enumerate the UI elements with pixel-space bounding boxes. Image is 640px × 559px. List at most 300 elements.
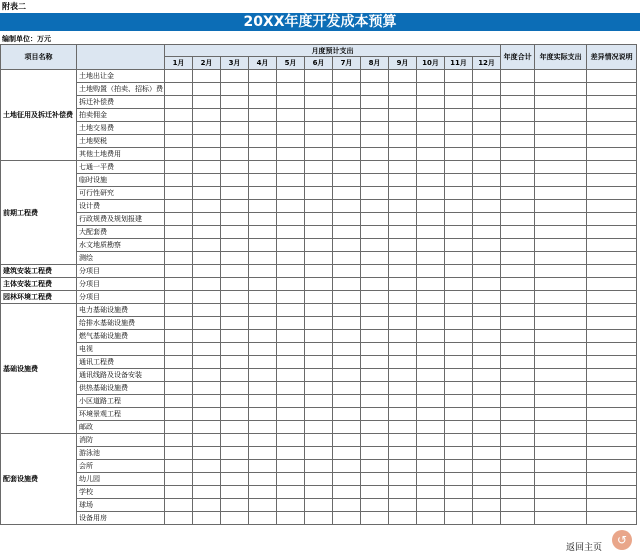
value-cell[interactable] xyxy=(473,330,501,343)
value-cell[interactable] xyxy=(305,304,333,317)
value-cell[interactable] xyxy=(501,460,535,473)
value-cell[interactable] xyxy=(249,447,277,460)
value-cell[interactable] xyxy=(221,486,249,499)
value-cell[interactable] xyxy=(249,213,277,226)
value-cell[interactable] xyxy=(445,330,473,343)
value-cell[interactable] xyxy=(165,460,193,473)
value-cell[interactable] xyxy=(193,512,221,525)
value-cell[interactable] xyxy=(417,343,445,356)
value-cell[interactable] xyxy=(587,395,637,408)
value-cell[interactable] xyxy=(587,226,637,239)
value-cell[interactable] xyxy=(417,382,445,395)
value-cell[interactable] xyxy=(277,395,305,408)
value-cell[interactable] xyxy=(333,200,361,213)
value-cell[interactable] xyxy=(305,343,333,356)
value-cell[interactable] xyxy=(305,499,333,512)
value-cell[interactable] xyxy=(473,265,501,278)
value-cell[interactable] xyxy=(501,330,535,343)
value-cell[interactable] xyxy=(221,265,249,278)
value-cell[interactable] xyxy=(587,343,637,356)
value-cell[interactable] xyxy=(277,473,305,486)
value-cell[interactable] xyxy=(473,278,501,291)
value-cell[interactable] xyxy=(587,252,637,265)
value-cell[interactable] xyxy=(305,96,333,109)
value-cell[interactable] xyxy=(587,122,637,135)
value-cell[interactable] xyxy=(501,148,535,161)
value-cell[interactable] xyxy=(333,330,361,343)
value-cell[interactable] xyxy=(587,161,637,174)
value-cell[interactable] xyxy=(193,135,221,148)
value-cell[interactable] xyxy=(417,330,445,343)
value-cell[interactable] xyxy=(417,395,445,408)
value-cell[interactable] xyxy=(587,291,637,304)
value-cell[interactable] xyxy=(361,174,389,187)
value-cell[interactable] xyxy=(165,239,193,252)
value-cell[interactable] xyxy=(473,434,501,447)
value-cell[interactable] xyxy=(445,70,473,83)
value-cell[interactable] xyxy=(305,135,333,148)
value-cell[interactable] xyxy=(587,213,637,226)
value-cell[interactable] xyxy=(501,278,535,291)
value-cell[interactable] xyxy=(361,291,389,304)
value-cell[interactable] xyxy=(389,395,417,408)
value-cell[interactable] xyxy=(501,174,535,187)
value-cell[interactable] xyxy=(277,239,305,252)
value-cell[interactable] xyxy=(193,304,221,317)
value-cell[interactable] xyxy=(333,96,361,109)
value-cell[interactable] xyxy=(535,382,587,395)
value-cell[interactable] xyxy=(277,421,305,434)
value-cell[interactable] xyxy=(417,213,445,226)
value-cell[interactable] xyxy=(389,408,417,421)
value-cell[interactable] xyxy=(221,239,249,252)
value-cell[interactable] xyxy=(389,330,417,343)
value-cell[interactable] xyxy=(333,252,361,265)
value-cell[interactable] xyxy=(249,148,277,161)
value-cell[interactable] xyxy=(587,83,637,96)
value-cell[interactable] xyxy=(389,70,417,83)
value-cell[interactable] xyxy=(389,213,417,226)
value-cell[interactable] xyxy=(277,278,305,291)
value-cell[interactable] xyxy=(389,486,417,499)
value-cell[interactable] xyxy=(165,161,193,174)
value-cell[interactable] xyxy=(417,70,445,83)
value-cell[interactable] xyxy=(445,109,473,122)
value-cell[interactable] xyxy=(501,109,535,122)
value-cell[interactable] xyxy=(305,174,333,187)
value-cell[interactable] xyxy=(535,460,587,473)
value-cell[interactable] xyxy=(389,148,417,161)
value-cell[interactable] xyxy=(333,369,361,382)
value-cell[interactable] xyxy=(417,122,445,135)
value-cell[interactable] xyxy=(445,317,473,330)
value-cell[interactable] xyxy=(277,109,305,122)
value-cell[interactable] xyxy=(221,369,249,382)
value-cell[interactable] xyxy=(333,226,361,239)
value-cell[interactable] xyxy=(535,174,587,187)
value-cell[interactable] xyxy=(361,213,389,226)
back-arrow-icon[interactable]: ↺ xyxy=(612,530,632,550)
value-cell[interactable] xyxy=(277,512,305,525)
value-cell[interactable] xyxy=(389,382,417,395)
value-cell[interactable] xyxy=(165,473,193,486)
value-cell[interactable] xyxy=(535,122,587,135)
value-cell[interactable] xyxy=(361,369,389,382)
value-cell[interactable] xyxy=(587,486,637,499)
value-cell[interactable] xyxy=(535,96,587,109)
value-cell[interactable] xyxy=(249,83,277,96)
value-cell[interactable] xyxy=(249,252,277,265)
value-cell[interactable] xyxy=(193,460,221,473)
value-cell[interactable] xyxy=(445,460,473,473)
value-cell[interactable] xyxy=(417,265,445,278)
value-cell[interactable] xyxy=(193,356,221,369)
value-cell[interactable] xyxy=(165,278,193,291)
value-cell[interactable] xyxy=(165,252,193,265)
value-cell[interactable] xyxy=(333,265,361,278)
value-cell[interactable] xyxy=(417,486,445,499)
value-cell[interactable] xyxy=(445,486,473,499)
value-cell[interactable] xyxy=(193,226,221,239)
value-cell[interactable] xyxy=(333,213,361,226)
value-cell[interactable] xyxy=(535,135,587,148)
value-cell[interactable] xyxy=(473,70,501,83)
value-cell[interactable] xyxy=(277,122,305,135)
value-cell[interactable] xyxy=(445,473,473,486)
value-cell[interactable] xyxy=(473,291,501,304)
value-cell[interactable] xyxy=(473,421,501,434)
value-cell[interactable] xyxy=(333,135,361,148)
value-cell[interactable] xyxy=(445,369,473,382)
value-cell[interactable] xyxy=(221,83,249,96)
value-cell[interactable] xyxy=(333,434,361,447)
value-cell[interactable] xyxy=(305,291,333,304)
value-cell[interactable] xyxy=(249,291,277,304)
value-cell[interactable] xyxy=(221,356,249,369)
value-cell[interactable] xyxy=(165,343,193,356)
value-cell[interactable] xyxy=(535,70,587,83)
value-cell[interactable] xyxy=(277,317,305,330)
value-cell[interactable] xyxy=(535,434,587,447)
value-cell[interactable] xyxy=(445,96,473,109)
value-cell[interactable] xyxy=(361,395,389,408)
value-cell[interactable] xyxy=(361,460,389,473)
value-cell[interactable] xyxy=(277,148,305,161)
value-cell[interactable] xyxy=(305,122,333,135)
value-cell[interactable] xyxy=(535,356,587,369)
value-cell[interactable] xyxy=(389,109,417,122)
value-cell[interactable] xyxy=(389,356,417,369)
value-cell[interactable] xyxy=(193,369,221,382)
value-cell[interactable] xyxy=(501,369,535,382)
value-cell[interactable] xyxy=(277,174,305,187)
value-cell[interactable] xyxy=(417,369,445,382)
value-cell[interactable] xyxy=(361,343,389,356)
value-cell[interactable] xyxy=(473,304,501,317)
value-cell[interactable] xyxy=(501,135,535,148)
value-cell[interactable] xyxy=(535,343,587,356)
value-cell[interactable] xyxy=(445,213,473,226)
value-cell[interactable] xyxy=(193,83,221,96)
value-cell[interactable] xyxy=(473,486,501,499)
value-cell[interactable] xyxy=(535,200,587,213)
value-cell[interactable] xyxy=(249,96,277,109)
value-cell[interactable] xyxy=(165,395,193,408)
value-cell[interactable] xyxy=(249,304,277,317)
value-cell[interactable] xyxy=(221,499,249,512)
value-cell[interactable] xyxy=(221,330,249,343)
value-cell[interactable] xyxy=(535,395,587,408)
value-cell[interactable] xyxy=(473,408,501,421)
value-cell[interactable] xyxy=(193,317,221,330)
value-cell[interactable] xyxy=(333,187,361,200)
value-cell[interactable] xyxy=(587,434,637,447)
value-cell[interactable] xyxy=(249,473,277,486)
value-cell[interactable] xyxy=(417,239,445,252)
value-cell[interactable] xyxy=(193,421,221,434)
value-cell[interactable] xyxy=(535,447,587,460)
value-cell[interactable] xyxy=(193,200,221,213)
value-cell[interactable] xyxy=(221,434,249,447)
value-cell[interactable] xyxy=(417,291,445,304)
value-cell[interactable] xyxy=(165,499,193,512)
value-cell[interactable] xyxy=(535,421,587,434)
value-cell[interactable] xyxy=(165,356,193,369)
value-cell[interactable] xyxy=(333,343,361,356)
value-cell[interactable] xyxy=(587,278,637,291)
value-cell[interactable] xyxy=(249,486,277,499)
value-cell[interactable] xyxy=(473,382,501,395)
value-cell[interactable] xyxy=(473,512,501,525)
value-cell[interactable] xyxy=(473,109,501,122)
value-cell[interactable] xyxy=(417,109,445,122)
value-cell[interactable] xyxy=(501,200,535,213)
value-cell[interactable] xyxy=(165,447,193,460)
value-cell[interactable] xyxy=(473,174,501,187)
value-cell[interactable] xyxy=(165,317,193,330)
value-cell[interactable] xyxy=(361,499,389,512)
value-cell[interactable] xyxy=(193,499,221,512)
value-cell[interactable] xyxy=(587,317,637,330)
value-cell[interactable] xyxy=(221,278,249,291)
value-cell[interactable] xyxy=(445,343,473,356)
value-cell[interactable] xyxy=(249,330,277,343)
value-cell[interactable] xyxy=(361,122,389,135)
value-cell[interactable] xyxy=(501,187,535,200)
value-cell[interactable] xyxy=(277,161,305,174)
value-cell[interactable] xyxy=(249,265,277,278)
value-cell[interactable] xyxy=(305,330,333,343)
value-cell[interactable] xyxy=(249,70,277,83)
value-cell[interactable] xyxy=(165,265,193,278)
value-cell[interactable] xyxy=(193,252,221,265)
value-cell[interactable] xyxy=(535,239,587,252)
value-cell[interactable] xyxy=(473,239,501,252)
value-cell[interactable] xyxy=(587,239,637,252)
value-cell[interactable] xyxy=(501,395,535,408)
value-cell[interactable] xyxy=(417,512,445,525)
value-cell[interactable] xyxy=(501,473,535,486)
value-cell[interactable] xyxy=(333,239,361,252)
value-cell[interactable] xyxy=(389,187,417,200)
value-cell[interactable] xyxy=(193,109,221,122)
value-cell[interactable] xyxy=(333,148,361,161)
value-cell[interactable] xyxy=(417,135,445,148)
value-cell[interactable] xyxy=(535,512,587,525)
value-cell[interactable] xyxy=(193,70,221,83)
value-cell[interactable] xyxy=(277,226,305,239)
value-cell[interactable] xyxy=(277,356,305,369)
value-cell[interactable] xyxy=(249,434,277,447)
value-cell[interactable] xyxy=(587,135,637,148)
value-cell[interactable] xyxy=(305,83,333,96)
value-cell[interactable] xyxy=(277,135,305,148)
value-cell[interactable] xyxy=(333,278,361,291)
value-cell[interactable] xyxy=(305,187,333,200)
value-cell[interactable] xyxy=(389,434,417,447)
value-cell[interactable] xyxy=(305,395,333,408)
value-cell[interactable] xyxy=(165,122,193,135)
value-cell[interactable] xyxy=(277,460,305,473)
back-home-link[interactable]: 返回主页 xyxy=(566,543,603,553)
value-cell[interactable] xyxy=(361,187,389,200)
value-cell[interactable] xyxy=(535,278,587,291)
value-cell[interactable] xyxy=(535,486,587,499)
value-cell[interactable] xyxy=(361,330,389,343)
value-cell[interactable] xyxy=(501,122,535,135)
value-cell[interactable] xyxy=(193,187,221,200)
value-cell[interactable] xyxy=(445,278,473,291)
value-cell[interactable] xyxy=(417,434,445,447)
value-cell[interactable] xyxy=(193,395,221,408)
value-cell[interactable] xyxy=(535,304,587,317)
value-cell[interactable] xyxy=(501,382,535,395)
value-cell[interactable] xyxy=(249,460,277,473)
value-cell[interactable] xyxy=(445,200,473,213)
value-cell[interactable] xyxy=(333,382,361,395)
value-cell[interactable] xyxy=(165,512,193,525)
value-cell[interactable] xyxy=(535,499,587,512)
value-cell[interactable] xyxy=(333,421,361,434)
value-cell[interactable] xyxy=(389,369,417,382)
value-cell[interactable] xyxy=(587,304,637,317)
value-cell[interactable] xyxy=(305,70,333,83)
value-cell[interactable] xyxy=(165,135,193,148)
value-cell[interactable] xyxy=(277,486,305,499)
value-cell[interactable] xyxy=(535,226,587,239)
value-cell[interactable] xyxy=(361,317,389,330)
value-cell[interactable] xyxy=(501,213,535,226)
value-cell[interactable] xyxy=(193,291,221,304)
value-cell[interactable] xyxy=(193,434,221,447)
value-cell[interactable] xyxy=(221,382,249,395)
value-cell[interactable] xyxy=(277,447,305,460)
value-cell[interactable] xyxy=(249,356,277,369)
value-cell[interactable] xyxy=(389,252,417,265)
value-cell[interactable] xyxy=(361,109,389,122)
value-cell[interactable] xyxy=(535,83,587,96)
value-cell[interactable] xyxy=(277,213,305,226)
value-cell[interactable] xyxy=(587,447,637,460)
value-cell[interactable] xyxy=(193,148,221,161)
value-cell[interactable] xyxy=(249,512,277,525)
value-cell[interactable] xyxy=(473,200,501,213)
value-cell[interactable] xyxy=(445,187,473,200)
value-cell[interactable] xyxy=(333,499,361,512)
value-cell[interactable] xyxy=(305,109,333,122)
value-cell[interactable] xyxy=(361,278,389,291)
value-cell[interactable] xyxy=(305,317,333,330)
value-cell[interactable] xyxy=(445,161,473,174)
value-cell[interactable] xyxy=(445,226,473,239)
value-cell[interactable] xyxy=(221,148,249,161)
value-cell[interactable] xyxy=(473,356,501,369)
value-cell[interactable] xyxy=(249,174,277,187)
value-cell[interactable] xyxy=(361,512,389,525)
value-cell[interactable] xyxy=(445,499,473,512)
value-cell[interactable] xyxy=(221,473,249,486)
value-cell[interactable] xyxy=(587,473,637,486)
value-cell[interactable] xyxy=(389,421,417,434)
value-cell[interactable] xyxy=(417,447,445,460)
value-cell[interactable] xyxy=(473,252,501,265)
value-cell[interactable] xyxy=(333,304,361,317)
value-cell[interactable] xyxy=(587,70,637,83)
value-cell[interactable] xyxy=(445,122,473,135)
value-cell[interactable] xyxy=(333,395,361,408)
value-cell[interactable] xyxy=(221,447,249,460)
value-cell[interactable] xyxy=(305,213,333,226)
value-cell[interactable] xyxy=(361,135,389,148)
value-cell[interactable] xyxy=(305,473,333,486)
value-cell[interactable] xyxy=(221,304,249,317)
value-cell[interactable] xyxy=(389,265,417,278)
value-cell[interactable] xyxy=(535,408,587,421)
value-cell[interactable] xyxy=(333,122,361,135)
value-cell[interactable] xyxy=(333,473,361,486)
value-cell[interactable] xyxy=(249,226,277,239)
value-cell[interactable] xyxy=(165,96,193,109)
value-cell[interactable] xyxy=(333,174,361,187)
value-cell[interactable] xyxy=(535,161,587,174)
value-cell[interactable] xyxy=(473,499,501,512)
value-cell[interactable] xyxy=(361,148,389,161)
value-cell[interactable] xyxy=(277,434,305,447)
value-cell[interactable] xyxy=(417,473,445,486)
value-cell[interactable] xyxy=(417,200,445,213)
value-cell[interactable] xyxy=(587,96,637,109)
value-cell[interactable] xyxy=(501,434,535,447)
value-cell[interactable] xyxy=(361,161,389,174)
value-cell[interactable] xyxy=(445,512,473,525)
value-cell[interactable] xyxy=(277,304,305,317)
value-cell[interactable] xyxy=(587,382,637,395)
value-cell[interactable] xyxy=(165,421,193,434)
value-cell[interactable] xyxy=(165,148,193,161)
value-cell[interactable] xyxy=(445,174,473,187)
value-cell[interactable] xyxy=(165,369,193,382)
value-cell[interactable] xyxy=(361,83,389,96)
value-cell[interactable] xyxy=(473,83,501,96)
value-cell[interactable] xyxy=(389,278,417,291)
value-cell[interactable] xyxy=(501,499,535,512)
value-cell[interactable] xyxy=(165,70,193,83)
value-cell[interactable] xyxy=(535,291,587,304)
value-cell[interactable] xyxy=(501,96,535,109)
value-cell[interactable] xyxy=(305,252,333,265)
value-cell[interactable] xyxy=(587,460,637,473)
value-cell[interactable] xyxy=(587,109,637,122)
